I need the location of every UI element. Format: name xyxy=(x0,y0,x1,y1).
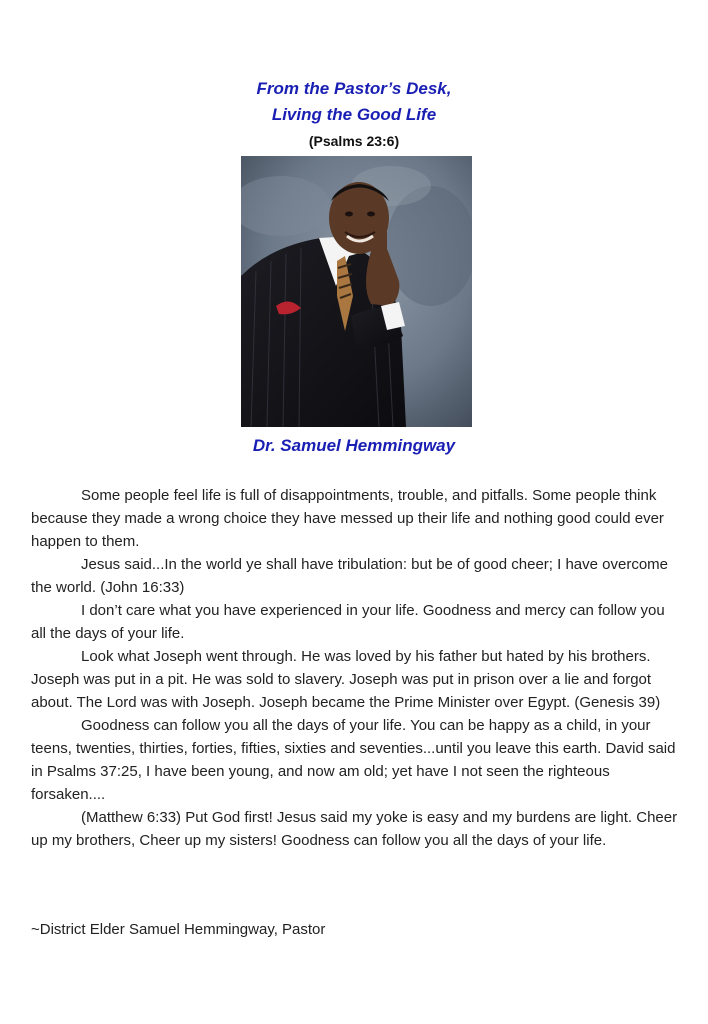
photo-caption: Dr. Samuel Hemmingway xyxy=(252,436,456,455)
article-body xyxy=(31,484,681,852)
pastor-portrait-photo xyxy=(241,156,472,427)
article-paragraph: Jesus said...In the world ye shall have tribulation: but be of good cheer; I have overcome the world. (John 16:33) xyxy=(31,556,669,596)
scripture-reference: (Psalms 23:6) xyxy=(308,133,400,149)
article-header xyxy=(0,76,708,152)
article-paragraph: Goodness can follow you all the days of your life. You can be happy as a child, in your teens, twenties, thirties, forties, fifties, sixties and seventies...until you leave this earth. David said in Psalms 37:25, I have been young, and now am old; yet have I not seen the righteous forsaken.... xyxy=(31,717,676,803)
article-paragraph: Look what Joseph went through. He was loved by his father but hated by his brothers. Joseph was put in a pit. He was sold to slavery. Joseph was put in prison over a lie and forgot about. The Lord was with Joseph. Joseph became the Prime Minister over Egypt. (Genesis 39) xyxy=(31,648,661,711)
article-paragraph: Some people feel life is full of disappointments, trouble, and pitfalls. Some people think because they made a wrong choice they have messed up their life and nothing good could ever happen to them. xyxy=(31,487,664,550)
article-paragraph: I don’t care what you have experienced in your life. Goodness and mercy can follow you all the days of your life. xyxy=(31,602,665,642)
article-paragraph: (Matthew 6:33) Put God first! Jesus said my yoke is easy and my burdens are light. Cheer up my brothers, Cheer up my sisters! Goodness can follow you all the days of your life. xyxy=(31,809,678,849)
title-line-1: From the Pastor’s Desk, xyxy=(256,79,452,98)
article-signature: ~District Elder Samuel Hemmingway, Pastor xyxy=(31,921,326,938)
title-line-2: Living the Good Life xyxy=(271,105,437,124)
